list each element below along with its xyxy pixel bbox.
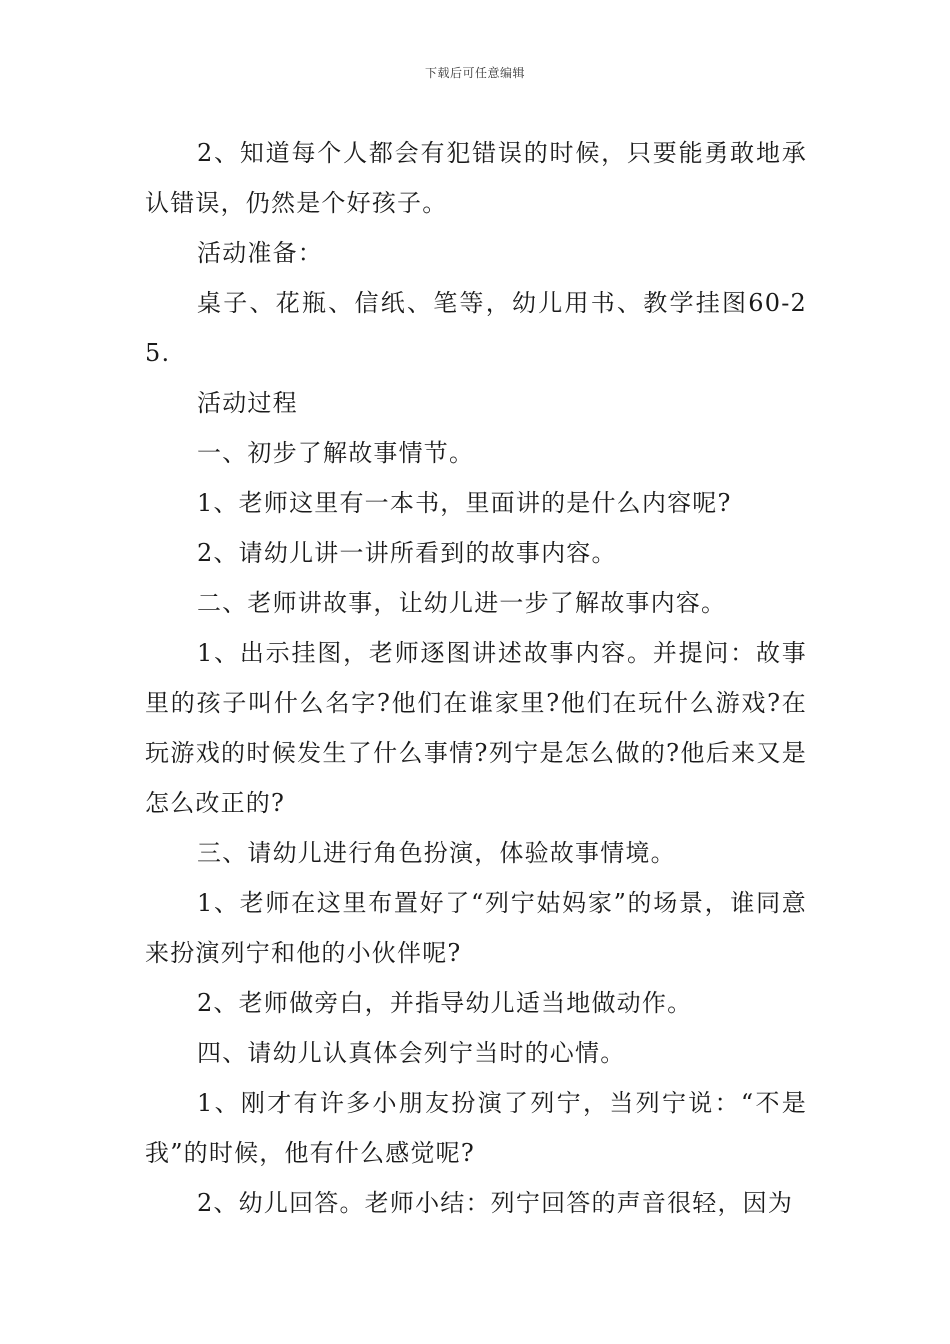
paragraph: 1、出示挂图，老师逐图讲述故事内容。并提问：故事里的孩子叫什么名字?他们在谁家里?他们在玩什么游戏?在玩游戏的时候发生了什么事情?列宁是怎么做的?他后来又是怎么改正的?: [145, 639, 807, 817]
paragraph: 1、老师在这里布置好了“列宁姑妈家”的场景，谁同意来扮演列宁和他的小伙伴呢?: [145, 889, 807, 967]
paragraph: 1、刚才有许多小朋友扮演了列宁，当列宁说：“不是我”的时候，他有什么感觉呢?: [145, 1089, 807, 1167]
paragraph: 三、请幼儿进行角色扮演，体验故事情境。: [197, 839, 676, 867]
section-heading: 活动过程: [197, 389, 298, 417]
paragraph: 四、请幼儿认真体会列宁当时的心情。: [197, 1039, 626, 1067]
document-body: [145, 128, 807, 1228]
paragraph: 1、老师这里有一本书，里面讲的是什么内容呢?: [197, 489, 732, 517]
paragraph: 桌子、花瓶、信纸、笔等，幼儿用书、教学挂图60-25.: [145, 289, 807, 367]
paragraph: 2、幼儿回答。老师小结：列宁回答的声音很轻，因为: [197, 1189, 794, 1217]
paragraph: 二、老师讲故事，让幼儿进一步了解故事内容。: [197, 589, 727, 617]
paragraph: 2、老师做旁白，并指导幼儿适当地做动作。: [197, 989, 693, 1017]
paragraph: 2、请幼儿讲一讲所看到的故事内容。: [197, 539, 617, 567]
paragraph: 一、初步了解故事情节。: [197, 439, 475, 467]
page-header: 下载后可任意编辑: [424, 66, 525, 80]
paragraph: 2、知道每个人都会有犯错误的时候，只要能勇敢地承认错误，仍然是个好孩子。: [145, 139, 807, 217]
section-heading: 活动准备：: [197, 239, 323, 267]
